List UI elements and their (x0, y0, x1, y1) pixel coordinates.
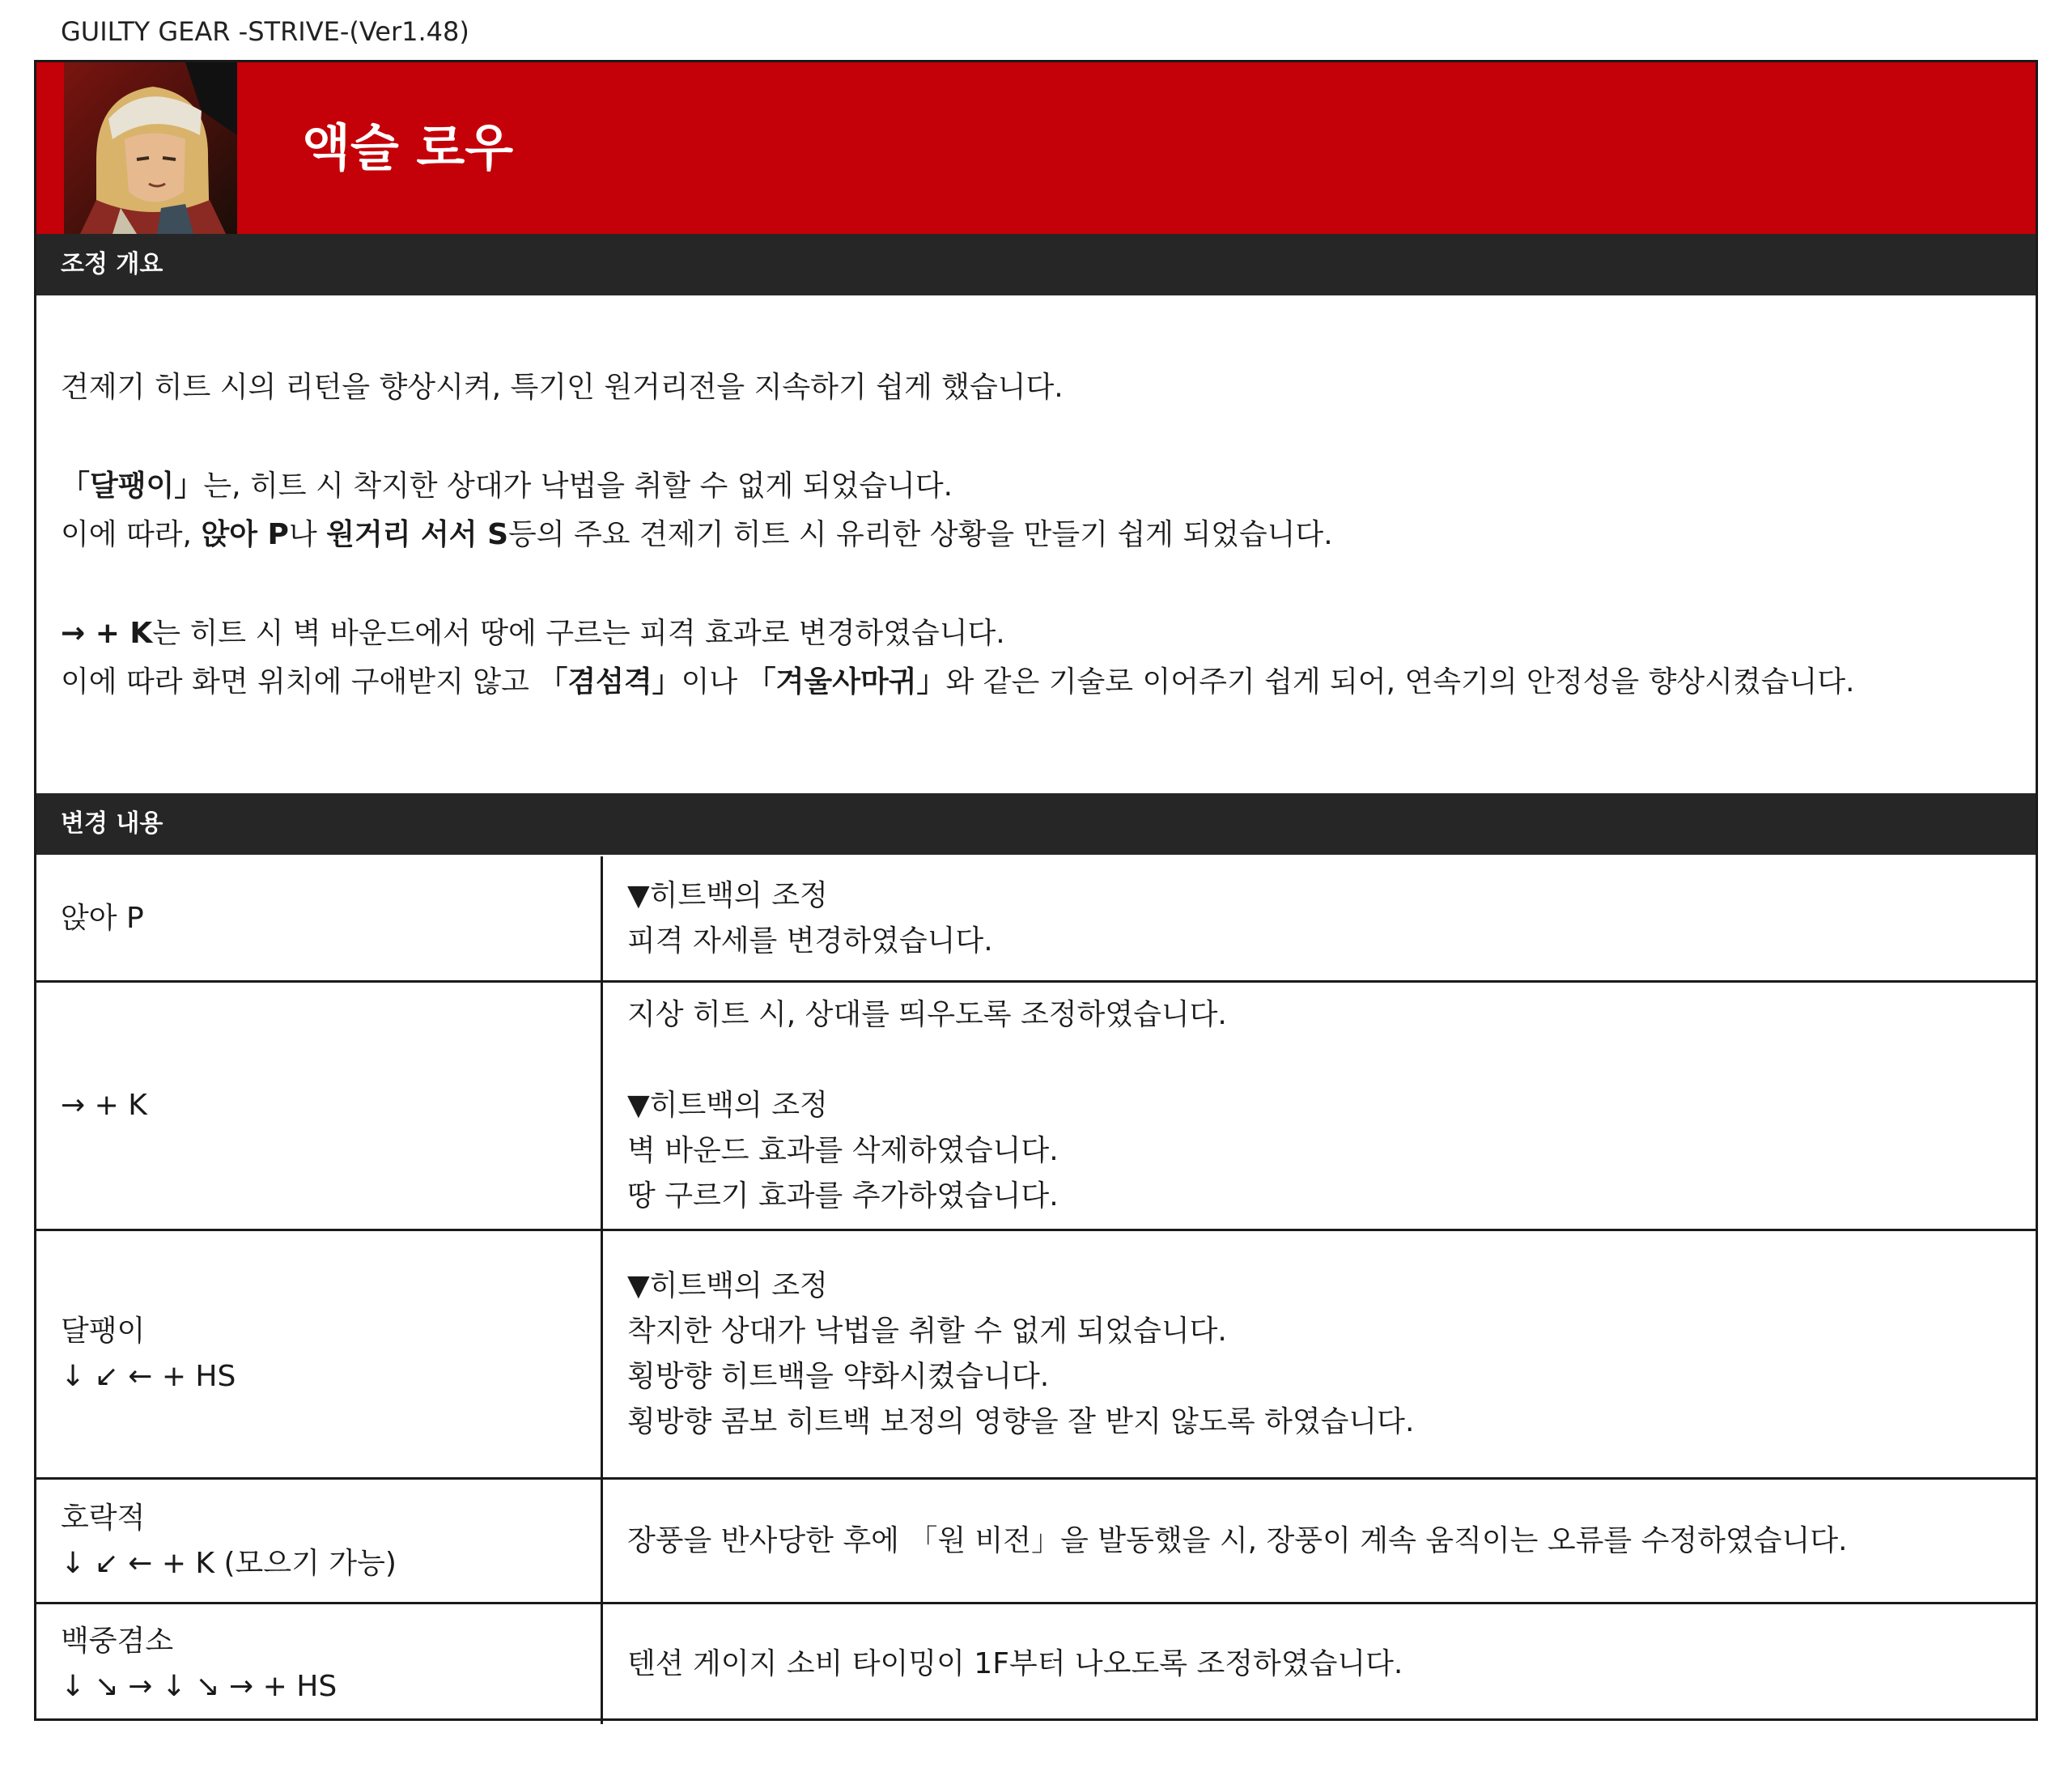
detail-line: ▼히트백의 조정 (627, 1269, 828, 1302)
patch-notes-card (34, 60, 2038, 1721)
game-title: GUILTY GEAR -STRIVE-(Ver1.48) (61, 16, 469, 47)
table-row (36, 1229, 2036, 1477)
move-name: → + K (61, 617, 153, 650)
move-cell (36, 856, 603, 980)
move-name: 원거리 서서 S (326, 518, 509, 551)
table-row (36, 1602, 2036, 1724)
overview-text: 이나 (681, 665, 747, 699)
detail-line: 장풍을 반사당한 후에 「원 비전」을 발동했을 시, 장풍이 계속 움직이는 오류를 수정하였습니다. (627, 1523, 1848, 1557)
details-cell (603, 856, 2036, 980)
move-name: 「겨울사마귀」 (746, 665, 946, 699)
details-cell (603, 983, 2036, 1229)
move-label: → + K (61, 1089, 147, 1122)
overview-section-header: 조정 개요 (36, 234, 2036, 295)
changes-section-header: 변경 내용 (36, 793, 2036, 855)
detail-line: ▼히트백의 조정 (627, 1089, 828, 1122)
overview-text: 이에 따라, (61, 518, 202, 551)
overview-paragraph (61, 511, 1333, 559)
detail-line: 텐션 게이지 소비 타이밍이 1F부터 나오도록 조정하였습니다. (627, 1647, 1403, 1680)
overview-paragraph (61, 610, 1005, 658)
detail-line: 지상 히트 시, 상대를 띄우도록 조정하였습니다. (627, 998, 1227, 1031)
move-cell (36, 1480, 603, 1602)
move-name: 「겸섬격」 (538, 665, 681, 699)
detail-line: ▼히트백의 조정 (627, 878, 828, 912)
move-cell (36, 1604, 603, 1724)
character-header (36, 62, 2036, 234)
table-row (36, 856, 2036, 980)
move-name: 「달팽이」 (61, 469, 204, 503)
character-name: 액슬 로우 (302, 118, 514, 177)
details-cell (603, 1231, 2036, 1477)
detail-spacer (627, 1038, 2036, 1083)
character-portrait (64, 62, 237, 234)
detail-line: 횡방향 콤보 히트백 보정의 영향을 잘 받지 않도록 하였습니다. (627, 1405, 1415, 1438)
move-label: 호락적 (61, 1501, 146, 1535)
overview-text: 와 같은 기술로 이어주기 쉽게 되어, 연속기의 안정성을 향상시켰습니다. (945, 665, 1855, 699)
details-cell (603, 1480, 2036, 1602)
table-row (36, 1477, 2036, 1602)
move-cell (36, 1231, 603, 1477)
overview-paragraph: 견제기 히트 시의 리턴을 향상시켜, 특기인 원거리전을 지속하기 쉽게 했습니다. (61, 371, 1064, 404)
detail-line: 땅 구르기 효과를 추가하였습니다. (627, 1179, 1059, 1213)
move-command: ↓ ↙ ← + HS (61, 1360, 236, 1393)
overview-body (36, 295, 2036, 793)
move-command: ↓ ↘ → ↓ ↘ → + HS (61, 1670, 338, 1703)
overview-paragraph (61, 658, 1854, 707)
detail-line: 착지한 상대가 낙법을 취할 수 없게 되었습니다. (627, 1315, 1227, 1348)
overview-text: 이에 따라 화면 위치에 구애받지 않고 (61, 665, 539, 699)
move-command: ↓ ↙ ← + K (모으기 가능) (61, 1546, 397, 1580)
detail-line: 벽 바운드 효과를 삭제하였습니다. (627, 1134, 1059, 1167)
detail-line: 피격 자세를 변경하였습니다. (627, 924, 993, 958)
move-label: 앉아 P (61, 901, 144, 935)
overview-text: 등의 주요 견제기 히트 시 유리한 상황을 만들기 쉽게 되었습니다. (508, 518, 1333, 551)
details-cell (603, 1604, 2036, 1724)
overview-text: 는 히트 시 벽 바운드에서 땅에 구르는 피격 효과로 변경하였습니다. (152, 617, 1005, 650)
table-row (36, 980, 2036, 1229)
overview-paragraph (61, 462, 953, 511)
overview-text: 나 (288, 518, 327, 551)
move-name: 앉아 P (201, 518, 289, 551)
move-label: 달팽이 (61, 1315, 146, 1348)
overview-text: 는, 히트 시 착지한 상대가 낙법을 취할 수 없게 되었습니다. (203, 469, 953, 503)
move-cell (36, 983, 603, 1229)
detail-line: 횡방향 히트백을 약화시켰습니다. (627, 1360, 1050, 1393)
move-label: 백중겸소 (61, 1625, 174, 1658)
